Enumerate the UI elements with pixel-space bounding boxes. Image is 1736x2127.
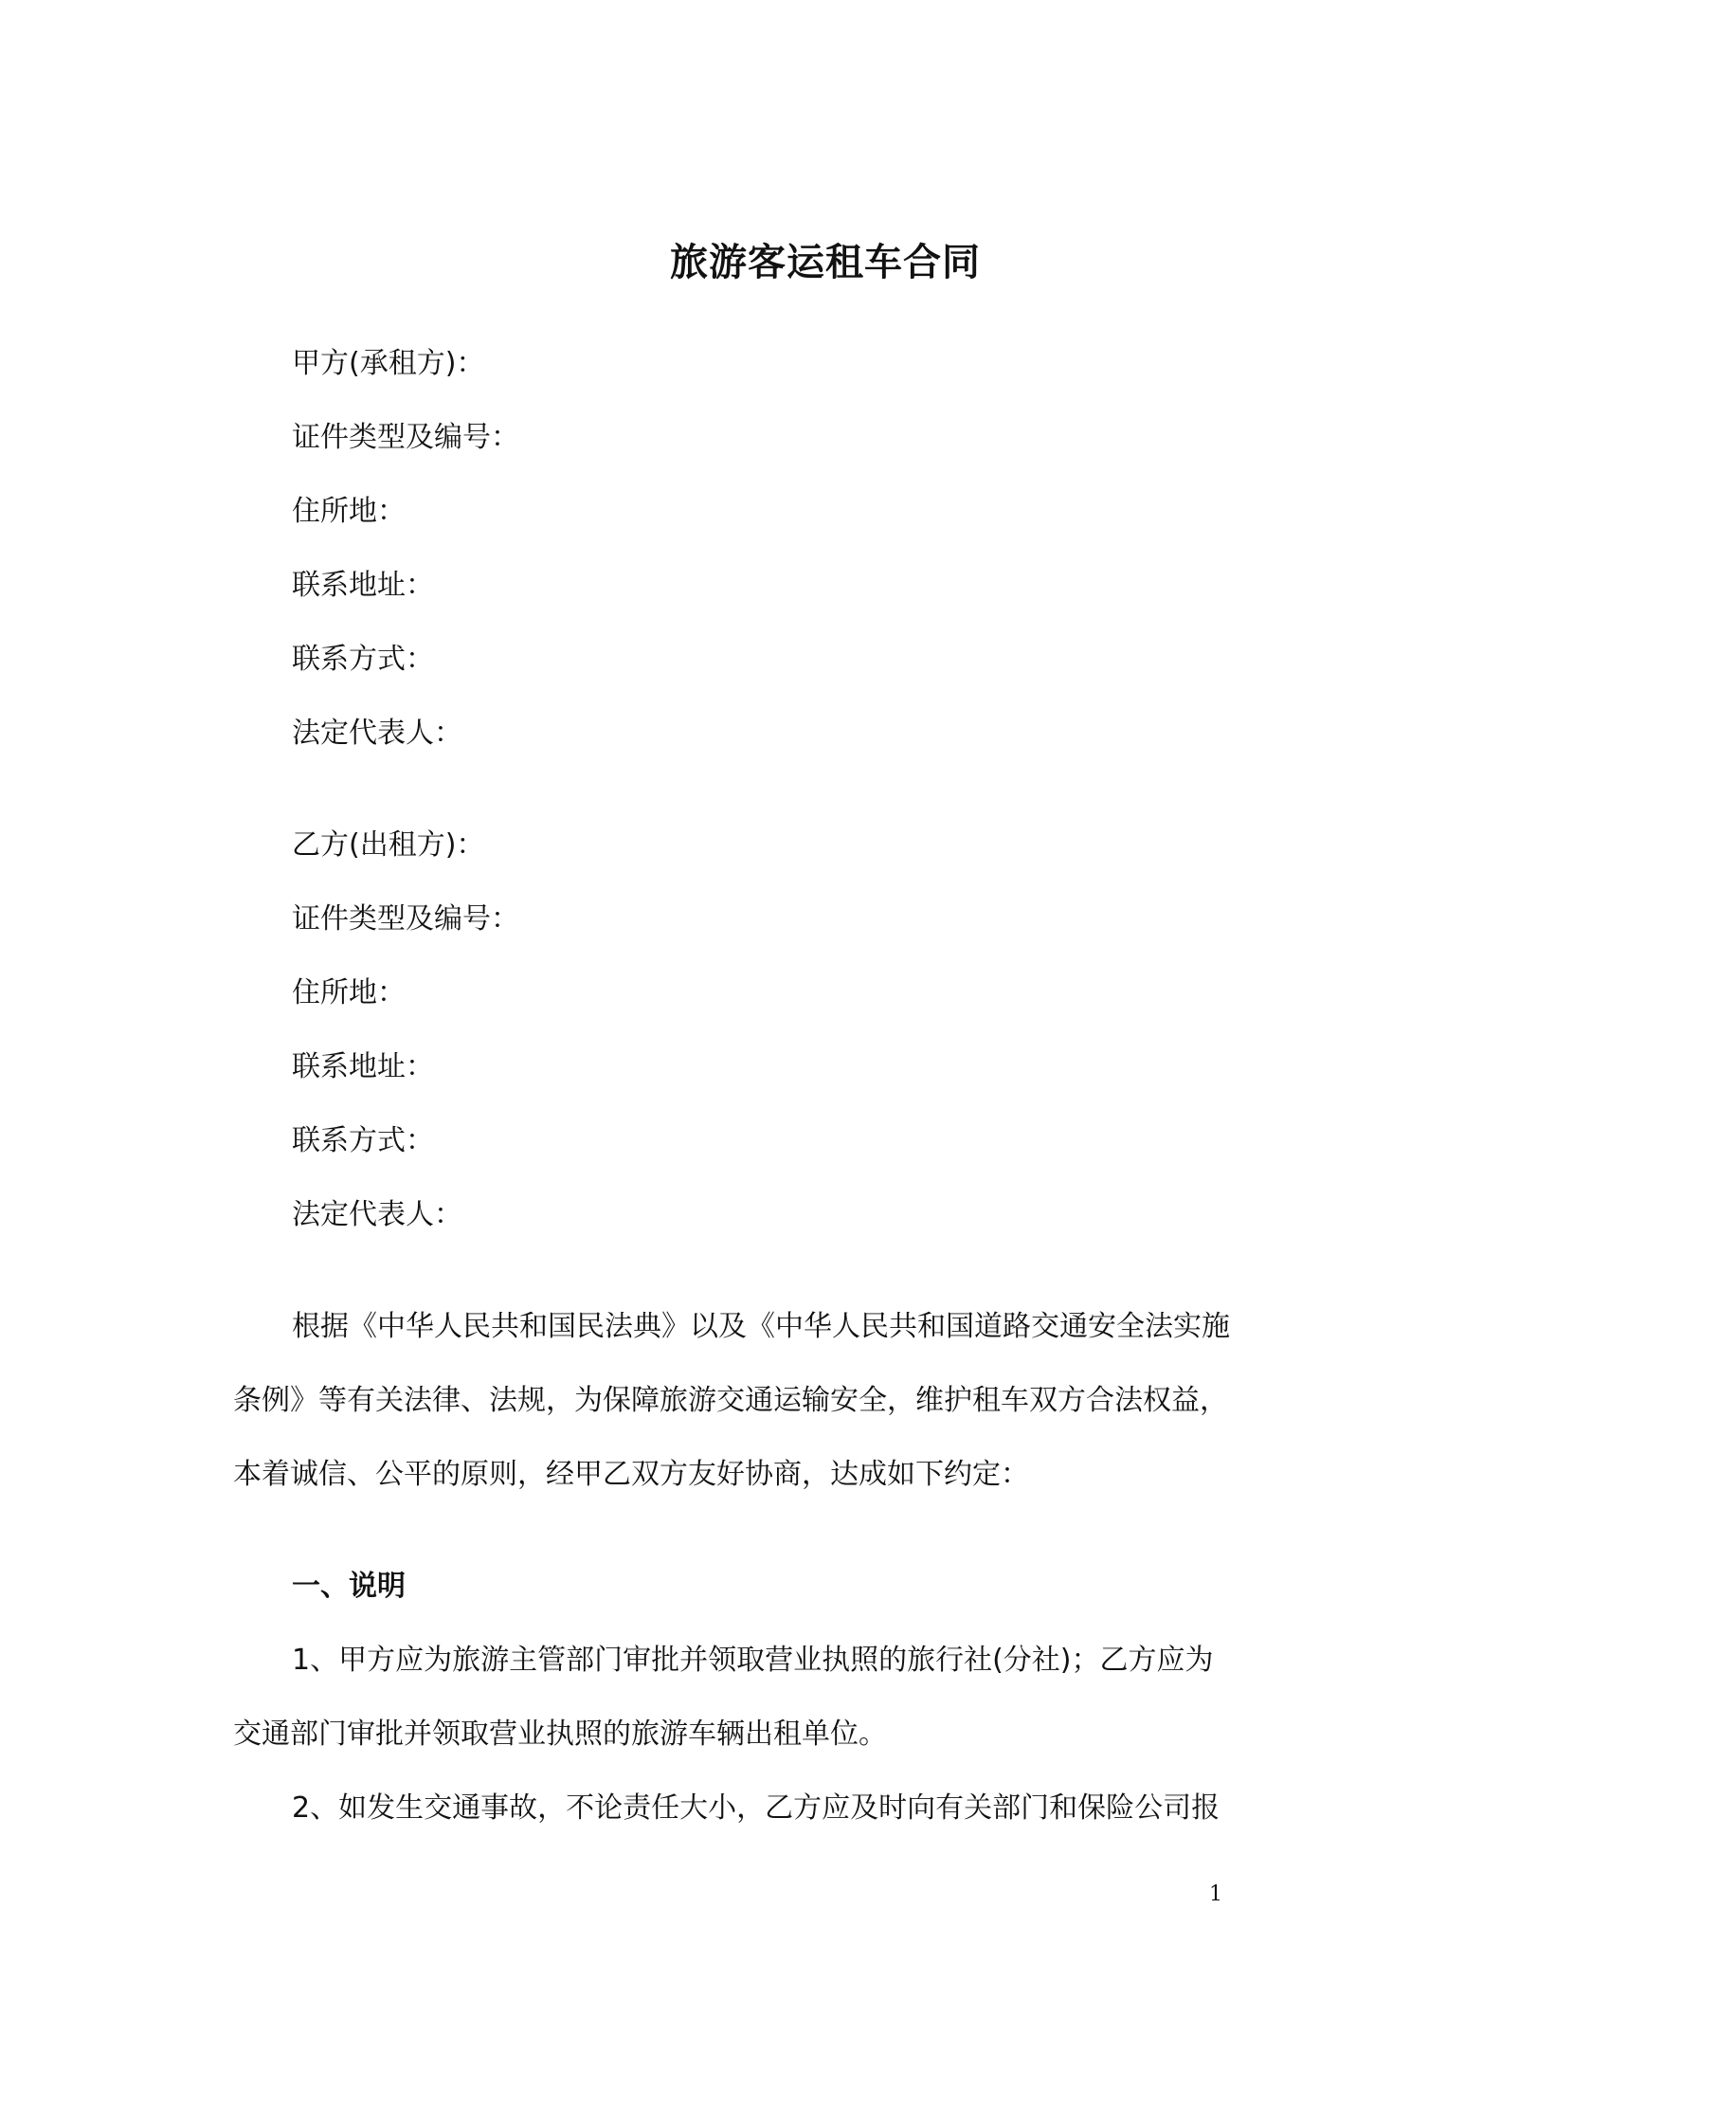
preamble-line: 根据《中华人民共和国民法典》以及《中华人民共和国道路交通安全法实施 — [292, 1310, 1230, 1343]
party-a-heading: 甲方(承租方)： — [292, 347, 485, 380]
document-title: 旅游客运租车合同 — [670, 241, 981, 284]
clause-line: 交通部门审批并领取营业执照的旅游车辆出租单位。 — [233, 1718, 887, 1751]
clause-line: 2、如发生交通事故，不论责任大小，乙方应及时向有关部门和保险公司报 — [292, 1791, 1221, 1825]
party-a-contact-label: 联系方式： — [292, 643, 434, 676]
party-b-residence-label: 住所地： — [292, 976, 406, 1009]
party-a-residence-label: 住所地： — [292, 495, 406, 528]
section-heading: 一、说明 — [292, 1570, 406, 1603]
party-b-contact-label: 联系方式： — [292, 1124, 434, 1157]
party-b-heading: 乙方(出租方)： — [292, 828, 485, 862]
party-b-id-label: 证件类型及编号： — [292, 902, 519, 936]
party-b-address-label: 联系地址： — [292, 1050, 434, 1083]
party-a-address-label: 联系地址： — [292, 569, 434, 602]
clause-line: 1、甲方应为旅游主管部门审批并领取营业执照的旅行社(分社)；乙方应为 — [292, 1644, 1214, 1677]
party-b-legal-rep-label: 法定代表人： — [292, 1198, 462, 1231]
preamble-line: 条例》等有关法律、法规，为保障旅游交通运输安全，维护租车双方合法权益， — [233, 1384, 1228, 1417]
party-a-legal-rep-label: 法定代表人： — [292, 717, 462, 750]
page-number: 1 — [1209, 1882, 1222, 1906]
preamble-line: 本着诚信、公平的原则，经甲乙双方友好协商，达成如下约定： — [233, 1458, 1029, 1491]
party-a-id-label: 证件类型及编号： — [292, 421, 519, 454]
